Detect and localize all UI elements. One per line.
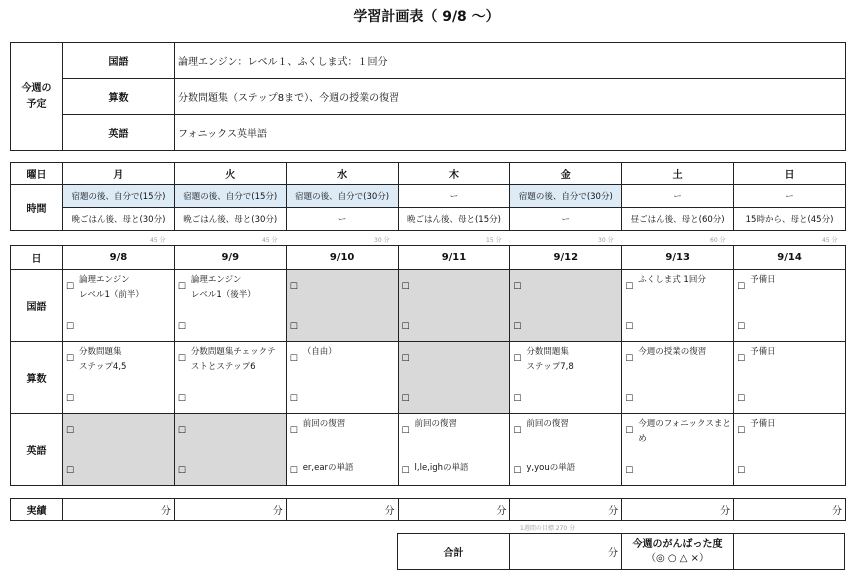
checkbox-icon[interactable]: □ bbox=[625, 281, 634, 291]
checkbox-icon[interactable]: □ bbox=[513, 393, 522, 403]
effort-score-cell[interactable] bbox=[734, 534, 845, 570]
result-cell-3[interactable]: 分 bbox=[286, 499, 398, 521]
plan-text-english[interactable]: フォニックス英単語 bbox=[175, 115, 846, 151]
task-cell-math-1[interactable] bbox=[63, 342, 175, 414]
task-cell-english-6[interactable] bbox=[622, 414, 734, 486]
plan-subject-math: 算数 bbox=[63, 79, 175, 115]
checkbox-icon[interactable]: □ bbox=[513, 321, 522, 331]
time-slot-thu-2[interactable]: 晩ごはん後、母と(15分) bbox=[398, 208, 510, 231]
date-label: 日 bbox=[11, 246, 63, 270]
time-label: 時間 bbox=[11, 185, 63, 231]
time-slot-sun-2[interactable]: 15時から、母と(45分) bbox=[734, 208, 846, 231]
time-slot-tue-1[interactable]: 宿題の後、自分で(15分) bbox=[174, 185, 286, 208]
weekly-goal-note: 1週間の目標 270 分 bbox=[520, 525, 576, 532]
task-text: 予備日 bbox=[750, 347, 776, 357]
checkbox-icon[interactable]: □ bbox=[737, 321, 746, 331]
checkbox-icon[interactable]: □ bbox=[177, 353, 186, 363]
task-cell-math-5[interactable] bbox=[510, 342, 622, 414]
task-text: 今週の授業の復習 bbox=[638, 347, 707, 357]
summary-table bbox=[397, 533, 845, 570]
weekly-plan-table bbox=[10, 42, 846, 151]
checkbox-icon[interactable]: □ bbox=[66, 281, 75, 291]
task-cell-math-3[interactable] bbox=[286, 342, 398, 414]
date-4: 9/11 bbox=[398, 246, 510, 270]
task-text: 予備日 bbox=[750, 275, 776, 285]
checkbox-icon[interactable]: □ bbox=[737, 425, 746, 435]
daily-minutes-thu: 15 分 bbox=[486, 237, 502, 244]
task-cell-math-2[interactable] bbox=[174, 342, 286, 414]
subject-row-japanese bbox=[11, 270, 846, 342]
daily-minutes-mon: 45 分 bbox=[150, 237, 166, 244]
checkbox-icon[interactable]: □ bbox=[401, 393, 410, 403]
checkbox-icon[interactable]: □ bbox=[401, 321, 410, 331]
checkbox-icon[interactable]: □ bbox=[401, 353, 410, 363]
checkbox-icon[interactable]: □ bbox=[66, 425, 75, 435]
task-text: ふくしま式 1回分 bbox=[638, 275, 706, 285]
result-cell-6[interactable]: 分 bbox=[622, 499, 734, 521]
checkbox-icon[interactable]: □ bbox=[177, 321, 186, 331]
task-text-secondary: y,youの単語 bbox=[526, 463, 576, 473]
checkbox-icon[interactable]: □ bbox=[289, 353, 298, 363]
checkbox-icon[interactable]: □ bbox=[289, 281, 298, 291]
date-6: 9/13 bbox=[622, 246, 734, 270]
daily-minutes-tue: 45 分 bbox=[262, 237, 278, 244]
checkbox-icon[interactable]: □ bbox=[737, 353, 746, 363]
checkbox-icon[interactable]: □ bbox=[737, 465, 746, 475]
date-1: 9/8 bbox=[63, 246, 175, 270]
task-cell-japanese-7[interactable] bbox=[734, 270, 846, 342]
plan-text-math[interactable]: 分数問題集（ステップ8まで）、今週の授業の復習 bbox=[175, 79, 846, 115]
checkbox-icon[interactable]: □ bbox=[289, 465, 298, 475]
task-cell-japanese-3[interactable] bbox=[286, 270, 398, 342]
result-cell-4[interactable]: 分 bbox=[398, 499, 510, 521]
task-cell-english-3[interactable] bbox=[286, 414, 398, 486]
plan-label: 今週の 予定 bbox=[11, 43, 63, 151]
time-schedule-table bbox=[10, 162, 846, 231]
weekday-mon: 月 bbox=[63, 163, 175, 185]
subject-label-english: 英語 bbox=[11, 414, 63, 486]
task-cell-japanese-6[interactable] bbox=[622, 270, 734, 342]
date-3: 9/10 bbox=[286, 246, 398, 270]
subject-label-math: 算数 bbox=[11, 342, 63, 414]
checkbox-icon[interactable]: □ bbox=[513, 425, 522, 435]
checkbox-icon[interactable]: □ bbox=[401, 425, 410, 435]
task-text: 前回の復習 bbox=[414, 419, 458, 429]
checkbox-icon[interactable]: □ bbox=[177, 393, 186, 403]
daily-plan-table bbox=[10, 245, 846, 486]
daily-minutes-fri: 30 分 bbox=[598, 237, 614, 244]
plan-subject-japanese: 国語 bbox=[63, 43, 175, 79]
subject-row-math bbox=[11, 342, 846, 414]
weekday-sat: 土 bbox=[622, 163, 734, 185]
weekday-wed: 水 bbox=[286, 163, 398, 185]
task-cell-japanese-4[interactable] bbox=[398, 270, 510, 342]
checkbox-icon[interactable]: □ bbox=[737, 281, 746, 291]
effort-label: 今週のがんばった度 （◎ ○ △ ×） bbox=[622, 534, 734, 570]
checkbox-icon[interactable]: □ bbox=[625, 321, 634, 331]
checkbox-icon[interactable]: □ bbox=[625, 425, 634, 435]
plan-subject-english: 英語 bbox=[63, 115, 175, 151]
page-title: 学習計画表（ 9/8 〜） bbox=[353, 9, 500, 25]
time-slot-wed-1[interactable]: 宿題の後、自分で(30分) bbox=[286, 185, 398, 208]
checkbox-icon[interactable]: □ bbox=[66, 353, 75, 363]
task-cell-japanese-1[interactable] bbox=[63, 270, 175, 342]
task-text-secondary: er,earの単語 bbox=[302, 463, 354, 473]
weekday-thu: 木 bbox=[398, 163, 510, 185]
task-cell-math-7[interactable] bbox=[734, 342, 846, 414]
checkbox-icon[interactable]: □ bbox=[66, 393, 75, 403]
time-slot-wed-2[interactable]: ー bbox=[286, 208, 398, 231]
checkbox-icon[interactable]: □ bbox=[625, 353, 634, 363]
task-text: 分数問題集 ステップ7,8 bbox=[526, 347, 574, 372]
task-text: 前回の復習 bbox=[526, 419, 569, 429]
plan-text-japanese[interactable]: 論理エンジン：レベル１、ふくしま式：１回分 bbox=[175, 43, 846, 79]
date-5: 9/12 bbox=[510, 246, 622, 270]
result-table bbox=[10, 498, 846, 521]
weekday-tue: 火 bbox=[174, 163, 286, 185]
time-slot-thu-1[interactable]: ー bbox=[398, 185, 510, 208]
task-cell-math-4[interactable] bbox=[398, 342, 510, 414]
task-text-secondary: l,le,ighの単語 bbox=[414, 463, 469, 473]
daily-minutes-sat: 60 分 bbox=[710, 237, 726, 244]
task-cell-japanese-5[interactable] bbox=[510, 270, 622, 342]
date-7: 9/14 bbox=[734, 246, 846, 270]
checkbox-icon[interactable]: □ bbox=[625, 465, 634, 475]
checkbox-icon[interactable]: □ bbox=[513, 465, 522, 475]
checkbox-icon[interactable]: □ bbox=[177, 465, 186, 475]
weekday-label: 曜日 bbox=[11, 163, 63, 185]
task-text: 分数問題集チェックテストとステップ6 bbox=[190, 347, 276, 372]
task-text: 予備日 bbox=[750, 419, 776, 429]
task-text: 論理エンジン レベル1（前半） bbox=[79, 275, 144, 300]
result-cell-7[interactable]: 分 bbox=[734, 499, 846, 521]
checkbox-icon[interactable]: □ bbox=[401, 281, 410, 291]
checkbox-icon[interactable]: □ bbox=[513, 281, 522, 291]
time-slot-sun-1[interactable]: ー bbox=[734, 185, 846, 208]
result-cell-1[interactable]: 分 bbox=[63, 499, 175, 521]
checkbox-icon[interactable]: □ bbox=[513, 353, 522, 363]
task-text: 分数問題集 ステップ4,5 bbox=[79, 347, 127, 372]
task-cell-english-1[interactable] bbox=[63, 414, 175, 486]
checkbox-icon[interactable]: □ bbox=[66, 321, 75, 331]
time-slot-fri-2[interactable]: ー bbox=[510, 208, 622, 231]
subject-label-japanese: 国語 bbox=[11, 270, 63, 342]
weekday-sun: 日 bbox=[734, 163, 846, 185]
result-cell-2[interactable]: 分 bbox=[174, 499, 286, 521]
daily-minutes-sun: 45 分 bbox=[822, 237, 838, 244]
weekday-fri: 金 bbox=[510, 163, 622, 185]
subject-row-english bbox=[11, 414, 846, 486]
checkbox-icon[interactable]: □ bbox=[289, 393, 298, 403]
time-slot-sat-1[interactable]: ー bbox=[622, 185, 734, 208]
checkbox-icon[interactable]: □ bbox=[737, 393, 746, 403]
time-slot-tue-2[interactable]: 晩ごはん後、母と(30分) bbox=[174, 208, 286, 231]
total-label: 合計 bbox=[398, 534, 510, 570]
task-text: 前回の復習 bbox=[302, 419, 346, 429]
date-2: 9/9 bbox=[174, 246, 286, 270]
time-slot-mon-2[interactable]: 晩ごはん後、母と(30分) bbox=[63, 208, 175, 231]
time-slot-sat-2[interactable]: 昼ごはん後、母と(60分) bbox=[622, 208, 734, 231]
time-slot-mon-1[interactable]: 宿題の後、自分で(15分) bbox=[63, 185, 175, 208]
total-value[interactable]: 分 bbox=[510, 534, 622, 570]
checkbox-icon[interactable]: □ bbox=[625, 393, 634, 403]
task-cell-math-6[interactable] bbox=[622, 342, 734, 414]
result-label: 実績 bbox=[11, 499, 63, 521]
daily-minutes-wed: 30 分 bbox=[374, 237, 390, 244]
task-cell-english-5[interactable] bbox=[510, 414, 622, 486]
checkbox-icon[interactable]: □ bbox=[177, 425, 186, 435]
task-cell-english-7[interactable] bbox=[734, 414, 846, 486]
checkbox-icon[interactable]: □ bbox=[289, 425, 298, 435]
checkbox-icon[interactable]: □ bbox=[289, 321, 298, 331]
task-text: （自由） bbox=[302, 347, 337, 357]
task-cell-english-4[interactable] bbox=[398, 414, 510, 486]
task-cell-english-2[interactable] bbox=[174, 414, 286, 486]
task-cell-japanese-2[interactable] bbox=[174, 270, 286, 342]
result-cell-5[interactable]: 分 bbox=[510, 499, 622, 521]
checkbox-icon[interactable]: □ bbox=[401, 465, 410, 475]
task-text: 論理エンジン レベル1（後半） bbox=[190, 275, 256, 300]
checkbox-icon[interactable]: □ bbox=[177, 281, 186, 291]
task-text: 今週のフォニックスまとめ bbox=[638, 419, 731, 444]
checkbox-icon[interactable]: □ bbox=[66, 465, 75, 475]
time-slot-fri-1[interactable]: 宿題の後、自分で(30分) bbox=[510, 185, 622, 208]
